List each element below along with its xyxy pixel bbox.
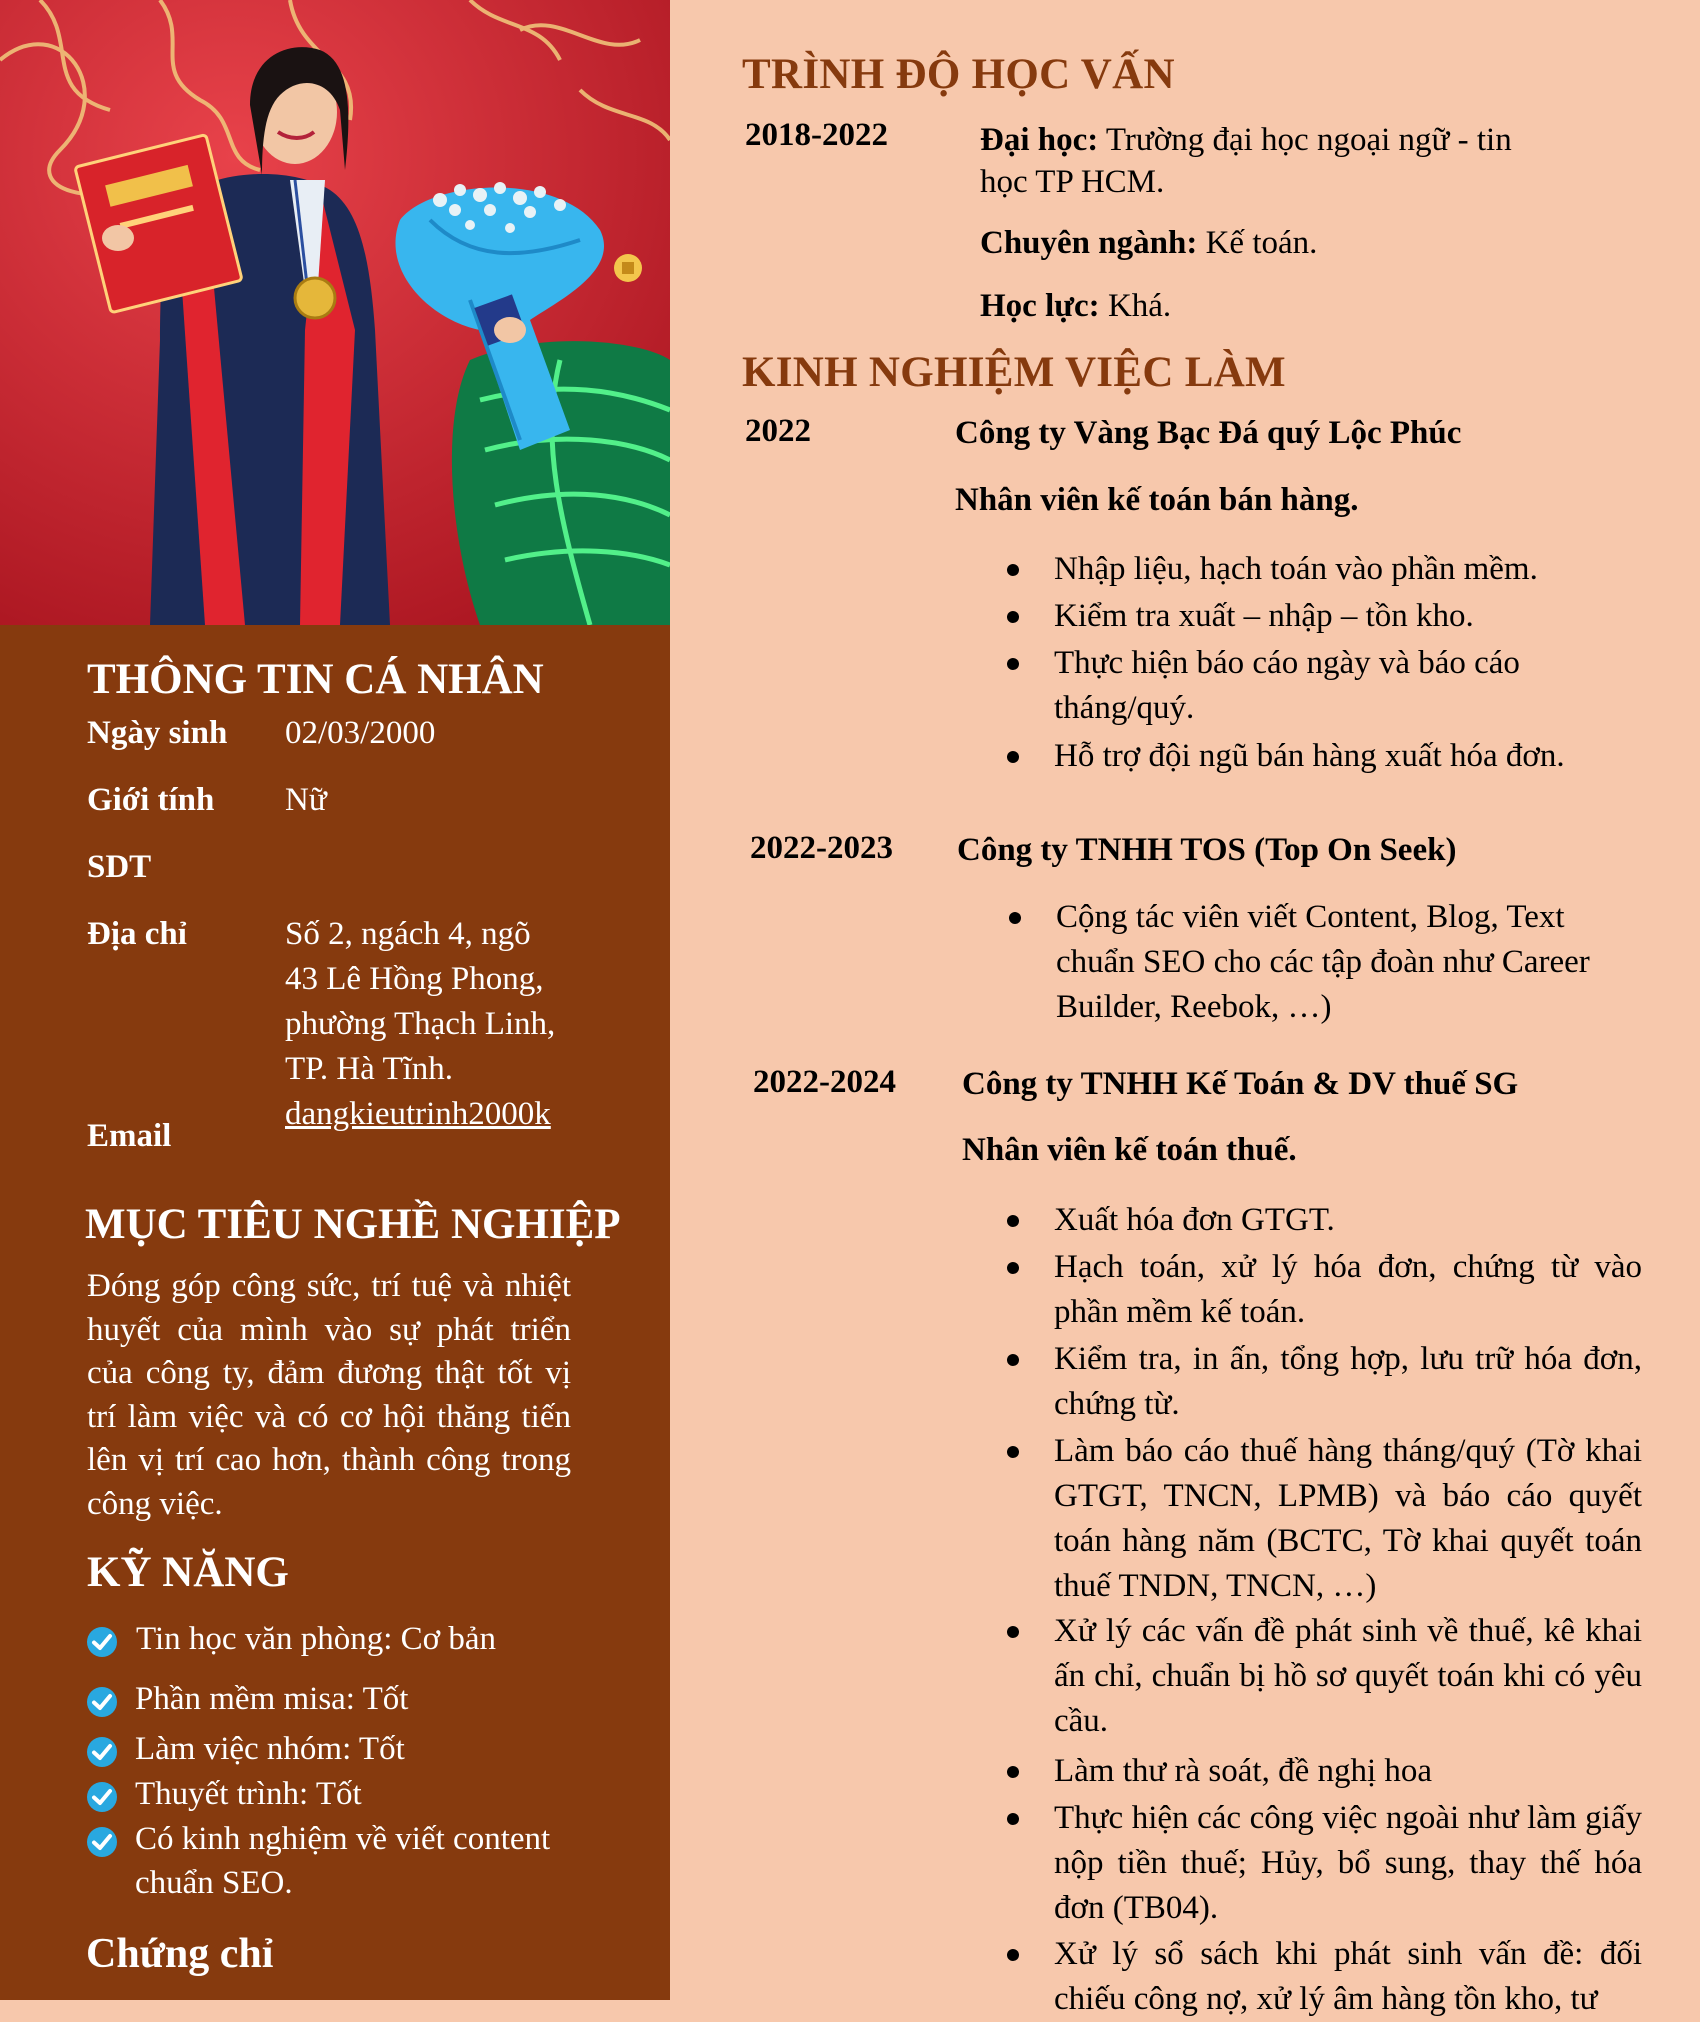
education-years: 2018-2022 <box>745 117 888 153</box>
education-grade <box>980 288 1171 325</box>
skill-label: Tin học văn phòng: Cơ bản <box>136 1621 496 1657</box>
profile-photo <box>0 0 670 625</box>
job-position: Nhân viên kế toán bán hàng. <box>955 482 1359 518</box>
job-company: Công ty Vàng Bạc Đá quý Lộc Phúc <box>955 415 1462 451</box>
job-years: 2022 <box>745 413 811 449</box>
skills-heading: KỸ NĂNG <box>87 1549 289 1596</box>
education-major <box>980 225 1317 262</box>
sidebar <box>0 0 670 2000</box>
check-circle-icon <box>86 1826 118 1858</box>
skill-label: Làm việc nhóm: Tốt <box>135 1731 405 1767</box>
skill-label-continued: chuẩn SEO. <box>135 1865 293 1901</box>
grade-value: Khá. <box>1099 288 1172 324</box>
job-years: 2022-2024 <box>753 1064 896 1100</box>
job-task: Hạch toán, xử lý hóa đơn, chứng từ vào phần mềm kế toán. <box>1054 1245 1642 1335</box>
skill-label: Thuyết trình: Tốt <box>135 1776 362 1812</box>
degree-value: Trường đại học ngoại ngữ - tin <box>1098 122 1512 158</box>
check-circle-icon <box>86 1781 118 1813</box>
personal-info-heading: THÔNG TIN CÁ NHÂN <box>87 656 544 703</box>
major-value: Kế toán. <box>1197 225 1318 261</box>
major-label: Chuyên ngành: <box>980 225 1198 261</box>
job-task: Nhập liệu, hạch toán vào phần mềm. <box>1054 547 1642 592</box>
address-value <box>285 912 555 1137</box>
job-position: Nhân viên kế toán thuế. <box>962 1132 1297 1168</box>
birthday-label: Ngày sinh <box>87 715 228 751</box>
job-task: Xử lý sổ sách khi phát sinh vấn đề: đối chiếu công nợ, xử lý âm hàng tồn kho, tư <box>1054 1932 1642 2022</box>
email-link[interactable]: dangkieutrinh2000k <box>285 1096 551 1132</box>
experience-heading: KINH NGHIỆM VIỆC LÀM <box>742 349 1286 396</box>
skill-label: Có kinh nghiệm về viết content <box>135 1821 551 1857</box>
check-circle-icon <box>86 1736 118 1768</box>
job-task: Kiểm tra, in ấn, tổng hợp, lưu trữ hóa đơn, chứng từ. <box>1054 1337 1642 1427</box>
job-task: Thực hiện các công việc ngoài như làm giấy nộp tiền thuế; Hủy, bổ sung, thay thế hóa đơn (TB04). <box>1054 1796 1642 1931</box>
address-line: Số 2, ngách 4, ngõ <box>285 916 531 952</box>
job-task: Cộng tác viên viết Content, Blog, Text chuẩn SEO cho các tập đoàn như Career Builder, Reebok, …) <box>1056 895 1626 1030</box>
objective-text: Đóng góp công sức, trí tuệ và nhiệt huyết của mình vào sự phát triển của công ty, đảm đương thật tốt vị trí làm việc và có cơ hội thăng tiến lên vị trí cao hơn, thành công trong công việc. <box>87 1268 571 1522</box>
grade-label: Học lực: <box>980 288 1100 324</box>
job-task: Hỗ trợ đội ngũ bán hàng xuất hóa đơn. <box>1054 734 1642 779</box>
skill-label: Phần mềm misa: Tốt <box>135 1681 409 1717</box>
graduation-photo-illustration <box>0 0 670 625</box>
phone-label: SDT <box>87 849 152 885</box>
education-degree <box>980 119 1600 203</box>
job-task: Xử lý các vấn đề phát sinh về thuế, kê khai ấn chỉ, chuẩn bị hồ sơ quyết toán khi có yêu cầu. <box>1054 1609 1642 1744</box>
certificates-heading: Chứng chỉ <box>86 1931 274 1977</box>
job-task: Làm báo cáo thuế hàng tháng/quý (Tờ khai GTGT, TNCN, LPMB) và báo cáo quyết toán hàng năm (BCTC, Tờ khai quyết toán thuế TNDN, TNCN, …) <box>1054 1429 1642 1609</box>
job-task: Kiểm tra xuất – nhập – tồn kho. <box>1054 594 1642 639</box>
job-task: Xuất hóa đơn GTGT. <box>1054 1198 1642 1243</box>
objective-heading: MỤC TIÊU NGHỀ NGHIỆP <box>85 1201 621 1248</box>
job-years: 2022-2023 <box>750 830 893 866</box>
check-circle-icon <box>86 1626 118 1658</box>
address-line: phường Thạch Linh, <box>285 1006 556 1042</box>
gender-value: Nữ <box>285 782 327 818</box>
degree-label: Đại học: <box>980 122 1099 158</box>
check-circle-icon <box>86 1686 118 1718</box>
degree-value-continued: học TP HCM. <box>980 164 1165 200</box>
job-task: Làm thư rà soát, đề nghị hoa <box>1054 1749 1642 1794</box>
address-label: Địa chỉ <box>87 916 187 952</box>
job-company: Công ty TNHH TOS (Top On Seek) <box>957 832 1457 868</box>
birthday-value: 02/03/2000 <box>285 715 436 751</box>
job-task: Thực hiện báo cáo ngày và báo cáo tháng/quý. <box>1054 641 1574 731</box>
address-line: 43 Lê Hồng Phong, <box>285 961 544 997</box>
gender-label: Giới tính <box>87 782 215 818</box>
job-company: Công ty TNHH Kế Toán & DV thuế SG <box>962 1066 1519 1102</box>
education-heading: TRÌNH ĐỘ HỌC VẤN <box>742 51 1175 98</box>
address-line: TP. Hà Tĩnh. <box>285 1051 454 1087</box>
email-label: Email <box>87 1118 172 1154</box>
